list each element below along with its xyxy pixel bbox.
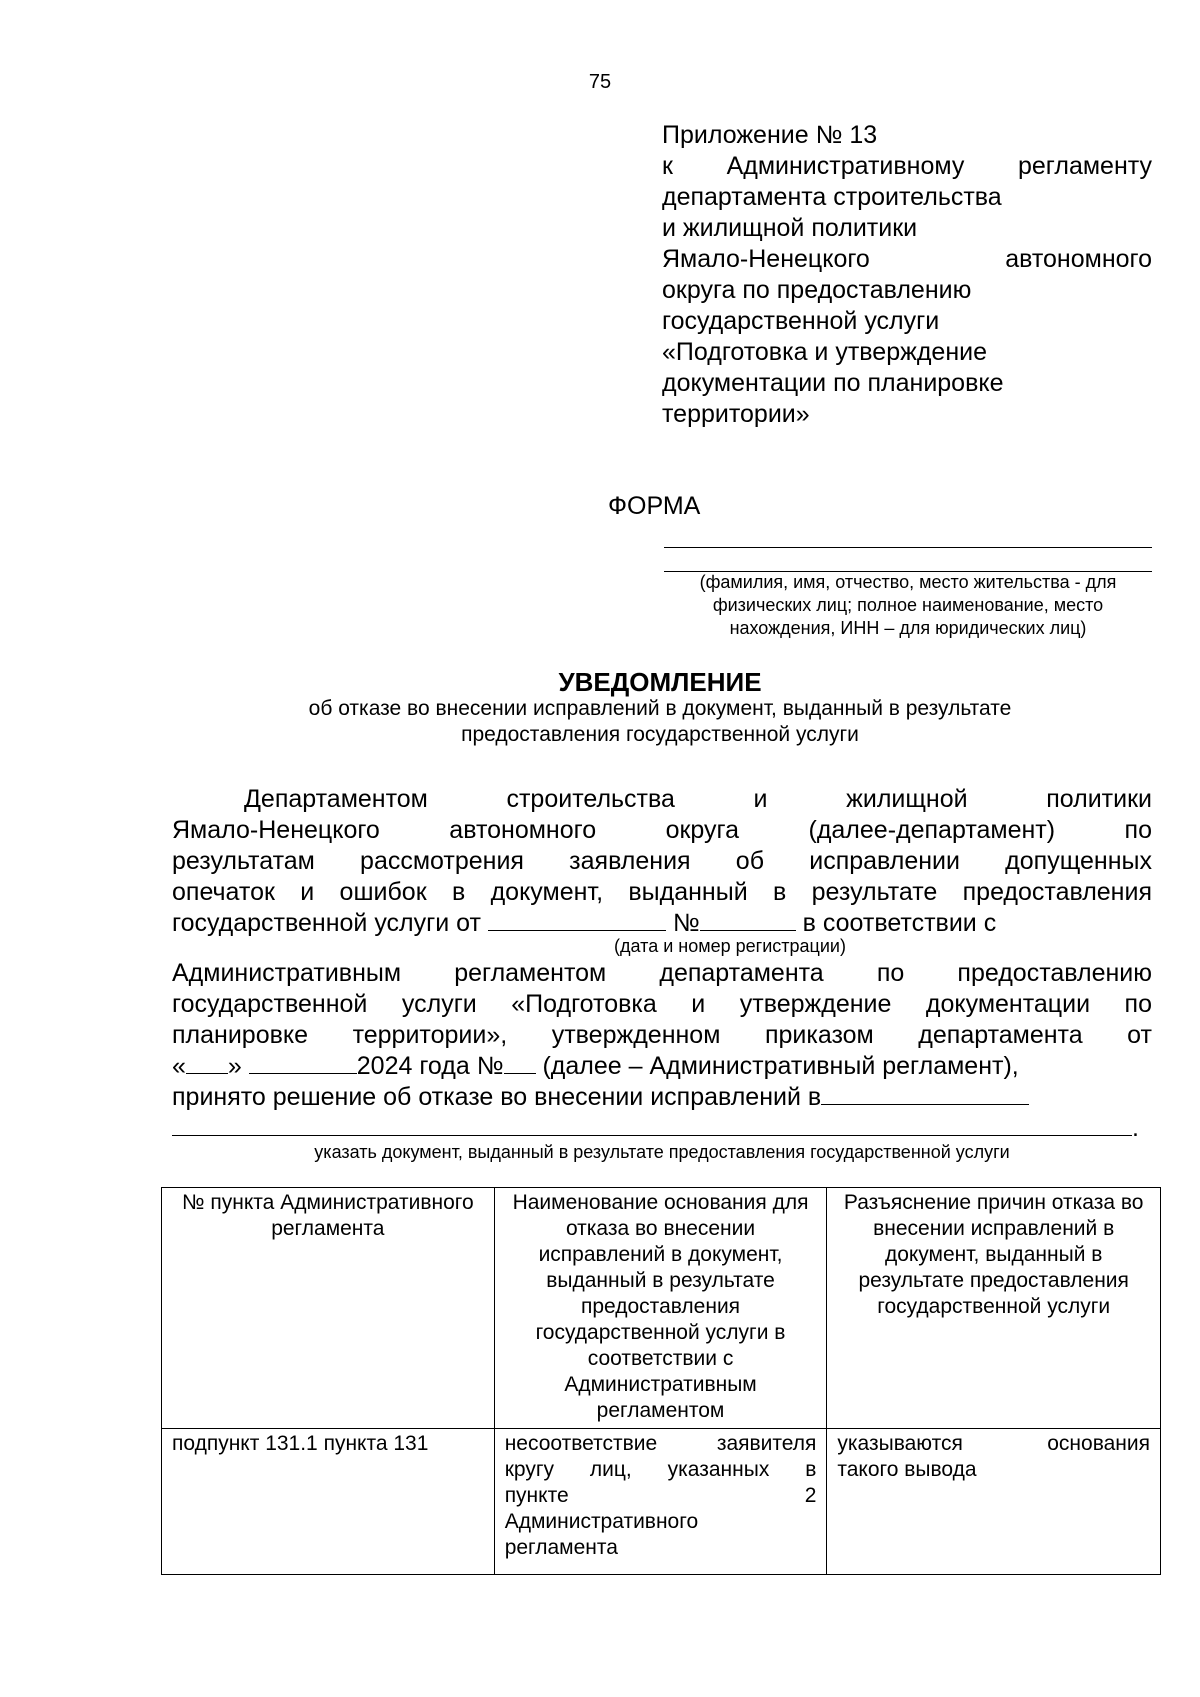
body-line: Административным регламентом департамента по предоставлению bbox=[172, 959, 1152, 987]
body-line: планировке территории», утвержденном приказом департамента от bbox=[172, 1021, 1152, 1049]
table-header-row bbox=[162, 1188, 1161, 1429]
body-line bbox=[172, 908, 1152, 939]
body-line bbox=[172, 1113, 1152, 1144]
body-text: . bbox=[1132, 1114, 1139, 1142]
number-sign: № bbox=[672, 909, 700, 937]
body-line bbox=[172, 1082, 1152, 1113]
body-text: 2024 года № bbox=[356, 1052, 504, 1080]
body-line bbox=[172, 1051, 1152, 1082]
body-line: опечаток и ошибок в документ, выданный в результате предоставления bbox=[172, 878, 1152, 906]
table-header-cell: № пункта Административного регламента bbox=[162, 1188, 495, 1429]
document-subtitle-line: предоставления государственной услуги bbox=[461, 723, 859, 746]
notice-paragraph-2 bbox=[172, 958, 1152, 1144]
appendix-line: департамента строительства bbox=[662, 183, 1002, 211]
table-cell: подпункт 131.1 пункта 131 bbox=[162, 1429, 495, 1575]
addressee-caption: (фамилия, имя, отчество, место жительства - для физических лиц; полное наименование, место нахождения, ИНН – для юридических лиц) bbox=[699, 572, 1117, 638]
body-text: » bbox=[227, 1052, 242, 1080]
body-line: Департаментом строительства и жилищной политики bbox=[244, 785, 1152, 813]
order-month-field[interactable] bbox=[249, 1051, 357, 1074]
table-cell-line: несоответствие заявителя bbox=[504, 1432, 817, 1455]
body-text: « bbox=[172, 1052, 186, 1080]
appendix-line: и жилищной политики bbox=[662, 214, 918, 242]
registration-number-field[interactable] bbox=[700, 908, 796, 931]
registration-date-field[interactable] bbox=[488, 908, 666, 931]
document-title: УВЕДОМЛЕНИЕ bbox=[558, 667, 762, 697]
order-day-field[interactable] bbox=[186, 1051, 228, 1074]
table-cell-line: пункте 2 bbox=[504, 1484, 817, 1507]
form-label: ФОРМА bbox=[608, 492, 701, 520]
body-line: Ямало-Ненецкого автономного округа (далее-департамент) по bbox=[172, 816, 1152, 844]
document-field[interactable] bbox=[172, 1113, 1132, 1136]
appendix-line: «Подготовка и утверждение bbox=[662, 338, 987, 366]
document-subtitle bbox=[240, 696, 1080, 748]
table-cell-line: Административного регламента bbox=[504, 1510, 699, 1559]
table-cell-line: кругу лиц, указанных в bbox=[504, 1458, 817, 1481]
appendix-line: государственной услуги bbox=[662, 307, 940, 335]
appendix-line: территории» bbox=[662, 400, 810, 428]
appendix-line: Ямало-Ненецкого автономного bbox=[662, 245, 1152, 273]
table-cell bbox=[827, 1429, 1161, 1575]
appendix-header bbox=[662, 120, 1152, 430]
appendix-line: к Административному регламенту bbox=[662, 152, 1152, 180]
notice-paragraph-1 bbox=[172, 784, 1152, 939]
date-number-caption: (дата и номер регистрации) bbox=[614, 936, 846, 956]
table-cell-line: указываются основания bbox=[837, 1432, 1150, 1455]
order-number-field[interactable] bbox=[504, 1051, 536, 1074]
body-text: принято решение об отказе во внесении исправлений в bbox=[172, 1083, 822, 1111]
appendix-line: Приложение № 13 bbox=[662, 121, 878, 149]
table-cell bbox=[494, 1429, 827, 1575]
body-line: государственной услуги «Подготовка и утверждение документации по bbox=[172, 990, 1152, 1018]
page-number: 75 bbox=[588, 71, 612, 93]
table-header-cell: Разъяснение причин отказа во внесении исправлений в документ, выданный в результате предоставления государственной услуги bbox=[827, 1188, 1161, 1429]
table-header-cell: Наименование основания для отказа во внесении исправлений в документ, выданный в результате предоставления государственной услуги в соответствии с Административным регламентом bbox=[494, 1188, 827, 1429]
addressee-line-1[interactable] bbox=[664, 547, 1152, 548]
document-caption: указать документ, выданный в результате предоставления государственной услуги bbox=[314, 1142, 1010, 1162]
body-line: результатам рассмотрения заявления об исправлении допущенных bbox=[172, 847, 1152, 875]
table-cell-line: такого вывода bbox=[837, 1458, 977, 1481]
refusal-reasons-table bbox=[161, 1187, 1161, 1575]
table-row bbox=[162, 1429, 1161, 1575]
body-text: (далее – Административный регламент), bbox=[535, 1052, 1019, 1080]
appendix-line: документации по планировке bbox=[662, 369, 1004, 397]
document-subtitle-line: об отказе во внесении исправлений в документ, выданный в результате bbox=[308, 697, 1012, 720]
document-field-start[interactable] bbox=[821, 1082, 1029, 1105]
body-text: в соответствии с bbox=[795, 909, 997, 937]
appendix-line: округа по предоставлению bbox=[662, 276, 972, 304]
body-text: государственной услуги от bbox=[172, 909, 488, 937]
